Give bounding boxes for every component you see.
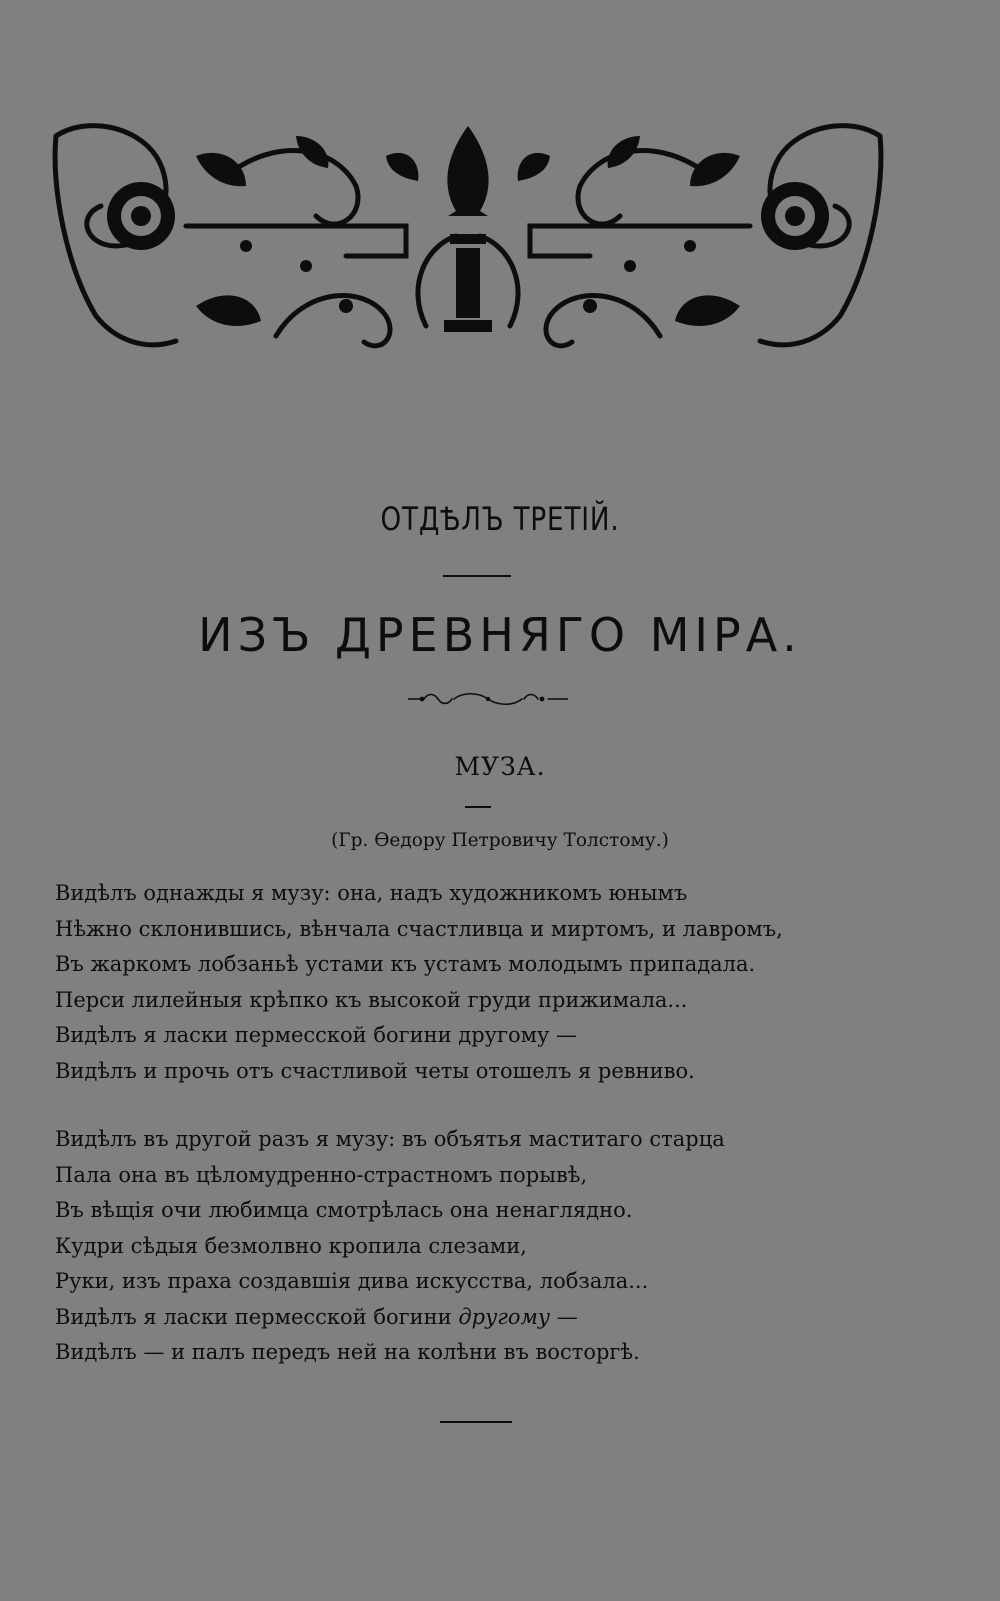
verse-line: Видѣлъ въ другой разъ я музу: въ объятья маститаго старца xyxy=(55,1127,725,1151)
verse-line: Нѣжно склонившись, вѣнчала счастливца и миртомъ, и лавромъ, xyxy=(55,916,783,941)
verse-dash: — xyxy=(556,1304,578,1329)
verse-text: Видѣлъ я ласки пермесской богини xyxy=(55,1304,452,1329)
dedication: (Гр. Өедору Петровичу Толстому.) xyxy=(331,830,669,851)
verse-line: Пала она въ цѣломудренно-страстномъ порывѣ, xyxy=(55,1162,588,1187)
verse-line: Руки, изъ праха создавшія дива искусства, лобзала... xyxy=(55,1269,649,1293)
divider-rule xyxy=(440,1421,512,1423)
floral-scroll-ornament-icon xyxy=(46,116,890,362)
verse-line xyxy=(55,1300,935,1336)
stanza xyxy=(55,876,935,1089)
verse-line: Въ вѣщія очи любимца смотрѣлась она ненаглядно. xyxy=(55,1198,633,1222)
stanza xyxy=(55,1122,935,1371)
divider-rule xyxy=(465,806,491,808)
divider-rule xyxy=(443,575,511,577)
flourish-divider-icon xyxy=(408,690,568,708)
verse-line: Видѣлъ однажды я музу: она, надъ художникомъ юнымъ xyxy=(55,881,688,905)
verse-line: Видѣлъ я ласки пермесской богини другому — xyxy=(55,1023,578,1047)
verse-line: Перси лилейныя крѣпко къ высокой груди прижимала... xyxy=(55,987,688,1012)
poem-title: МУЗА. xyxy=(454,752,546,781)
verse-line: Видѣлъ и прочь отъ счастливой четы отошелъ я ревниво. xyxy=(55,1058,695,1083)
verse-line: Видѣлъ — и палъ передъ ней на колѣни въ восторгѣ. xyxy=(55,1340,640,1364)
part-title: ИЗЪ ДРЕВНЯГО МІРА. xyxy=(198,608,802,662)
section-heading: ОТДѢЛЪ ТРЕТІЙ. xyxy=(380,500,620,538)
verse-line: Въ жаркомъ лобзаньѣ устами къ устамъ молодымъ припадала. xyxy=(55,952,756,976)
verse-line: Кудри сѣдыя безмолвно кропила слезами, xyxy=(55,1233,527,1258)
italic-word: другому xyxy=(458,1304,551,1329)
